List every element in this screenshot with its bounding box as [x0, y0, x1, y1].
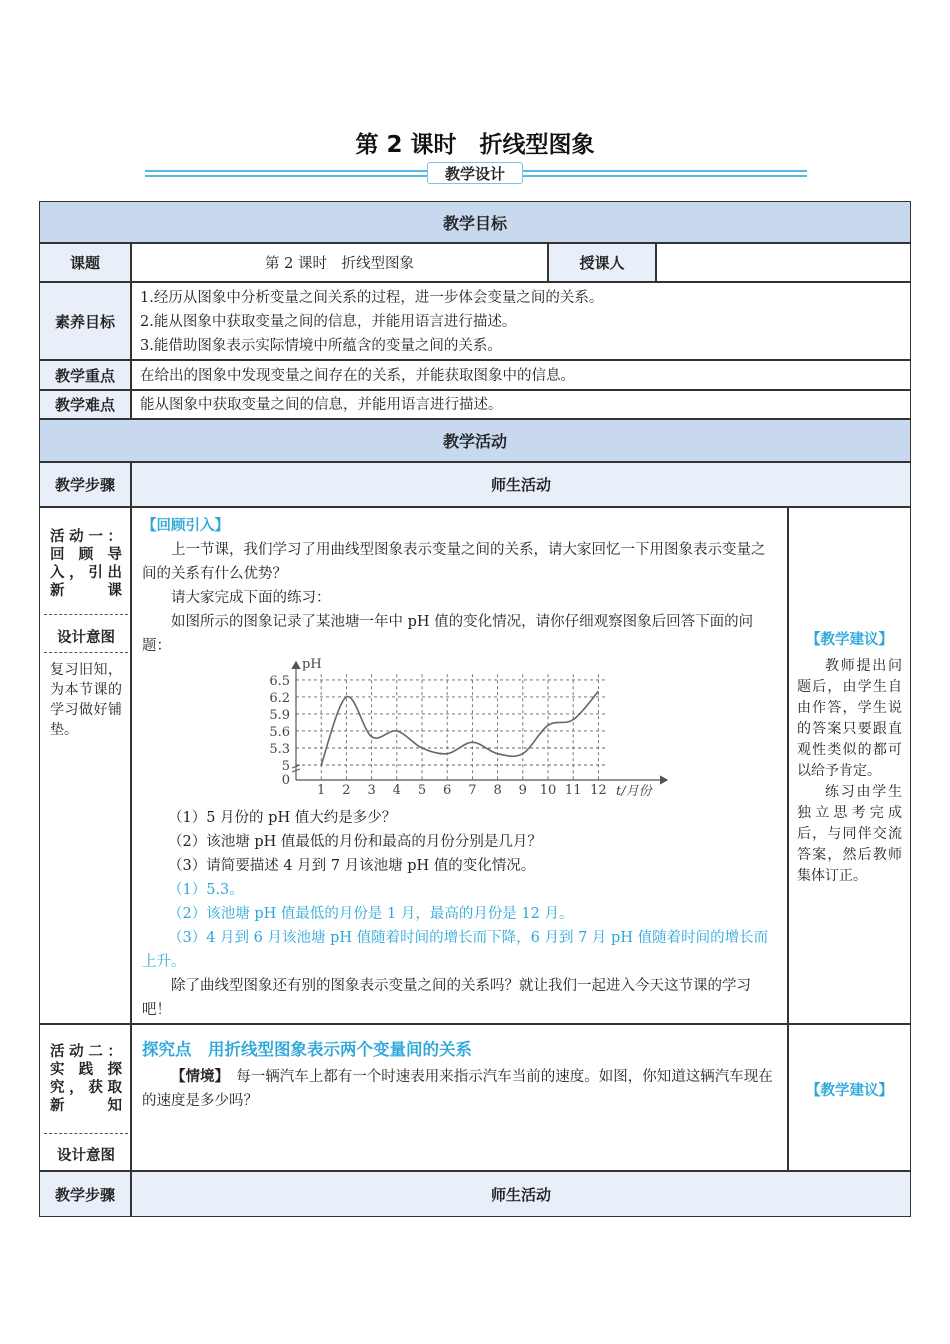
literacy-label: 素养目标	[39, 282, 131, 360]
activities-header: 教学活动	[39, 419, 911, 462]
question: （1）5 月份的 pH 值大约是多少？	[168, 810, 397, 826]
literacy-item: 3.能借助图象表示实际情境中所蕴含的变量之间的关系。	[140, 338, 502, 354]
y-tick-label: 6.5	[269, 673, 290, 689]
steps-label: 教学步骤	[39, 1171, 131, 1217]
x-axis-label: t/月份	[616, 784, 652, 796]
x-tick-label: 7	[468, 783, 477, 796]
literacy-item: 1.经历从图象中分析变量之间关系的过程，进一步体会变量之间的关系。	[140, 290, 604, 306]
situation-tag: 【情境】	[171, 1069, 222, 1085]
answer: （1）5.3。	[168, 882, 244, 898]
x-tick-label: 9	[518, 783, 527, 796]
paragraph: 除了曲线型图象还有别的图象表示变量之间的关系吗？就让我们一起进入今天这节课的学习吧！	[142, 978, 751, 1018]
key-label: 教学重点	[39, 360, 131, 390]
activity2-intent-label: 设计意图	[57, 1148, 115, 1164]
goals-header: 教学目标	[39, 201, 911, 243]
advice-text: 教师提出问题后，由学生自由作答，学生说的答案只要跟直观性类似的都可以给予肯定。	[797, 658, 902, 779]
x-tick-label: 3	[367, 783, 376, 796]
ph-line-chart	[252, 656, 682, 796]
key-value: 在给出的图象中发现变量之间存在的关系，并能获取图象中的信息。	[131, 360, 911, 390]
y-tick-label: 5	[281, 759, 290, 774]
y-tick-label: 0	[281, 773, 290, 788]
situation-text: 每一辆汽车上都有一个时速表用来指示汽车当前的速度。如图，你知道这辆汽车现在的速度是多少吗？	[142, 1069, 773, 1109]
paragraph: 如图所示的图象记录了某池塘一年中 pH 值的变化情况，请你仔细观察图象后回答下面的问题：	[142, 614, 754, 654]
teacher-student-label: 师生活动	[131, 1171, 911, 1217]
review-tag: 【回顾引入】	[142, 518, 229, 534]
difficulty-value: 能从图象中获取变量之间的信息，并能用语言进行描述。	[131, 390, 911, 419]
literacy-item: 2.能从图象中获取变量之间的信息，并能用语言进行描述。	[140, 314, 517, 330]
activity1-content	[131, 507, 788, 1024]
activity2-left	[39, 1024, 131, 1171]
literacy-list	[131, 282, 911, 360]
topic-label: 课题	[39, 243, 131, 282]
activity1-label: 活动一：回顾导入，引出新课	[50, 529, 122, 599]
y-tick-label: 5.9	[269, 707, 290, 723]
teacher-student-label: 师生活动	[131, 462, 911, 507]
activity1-intent-label: 设计意图	[57, 630, 115, 646]
activity2-content	[131, 1024, 788, 1171]
activity1-intent-text: 复习旧知，为本节课的学习做好铺垫。	[50, 662, 122, 738]
x-tick-label: 2	[342, 783, 351, 796]
steps-label: 教学步骤	[39, 462, 131, 507]
activity1-left	[39, 507, 131, 1024]
question: （3）请简要描述 4 月到 7 月该池塘 pH 值的变化情况。	[168, 858, 536, 874]
y-axis-label: pH	[302, 657, 322, 672]
x-tick-label: 4	[392, 783, 401, 796]
ph-series-line	[321, 691, 598, 765]
y-tick-label: 5.6	[269, 724, 290, 740]
answer: （3）4 月到 6 月该池塘 pH 值随着时间的增长而下降，6 月到 7 月 pH 值随着时间的增长而上升。	[142, 930, 769, 970]
page-title: 第 2 课时 折线型图象	[355, 132, 595, 158]
teacher-value	[656, 243, 911, 282]
difficulty-label: 教学难点	[39, 390, 131, 419]
x-tick-label: 8	[493, 783, 502, 796]
paragraph: 上一节课，我们学习了用曲线型图象表示变量之间的关系，请大家回忆一下用图象表示变量之间的关系有什么优势？	[142, 542, 766, 582]
x-tick-label: 11	[564, 783, 582, 796]
x-tick-label: 1	[317, 783, 326, 796]
advice-tag: 【教学建议】	[806, 1083, 893, 1099]
activity1-advice	[788, 507, 911, 1024]
x-tick-label: 6	[443, 783, 452, 796]
y-tick-label: 5.3	[269, 741, 290, 757]
explore-heading: 探究点 用折线型图象表示两个变量间的关系	[142, 1040, 472, 1059]
answer: （2）该池塘 pH 值最低的月份是 1 月，最高的月份是 12 月。	[168, 906, 574, 922]
activity2-label: 活动二：实践探究，获取新知	[50, 1044, 122, 1114]
x-tick-label: 5	[417, 783, 427, 796]
question: （2）该池塘 pH 值最低的月份和最高的月份分别是几月？	[168, 834, 542, 850]
x-tick-label: 10	[539, 783, 557, 796]
activity2-advice	[788, 1024, 911, 1171]
design-banner	[145, 162, 807, 184]
y-tick-label: 6.2	[269, 690, 290, 706]
paragraph: 请大家完成下面的练习：	[171, 590, 331, 606]
advice-text: 练习由学生独立思考完成后，与同伴交流答案，然后教师集体订正。	[797, 784, 902, 884]
x-tick-label: 12	[590, 783, 607, 796]
advice-tag: 【教学建议】	[806, 632, 893, 648]
topic-value: 第 2 课时 折线型图象	[131, 243, 548, 282]
design-badge: 教学设计	[427, 162, 523, 184]
teacher-label: 授课人	[548, 243, 656, 282]
